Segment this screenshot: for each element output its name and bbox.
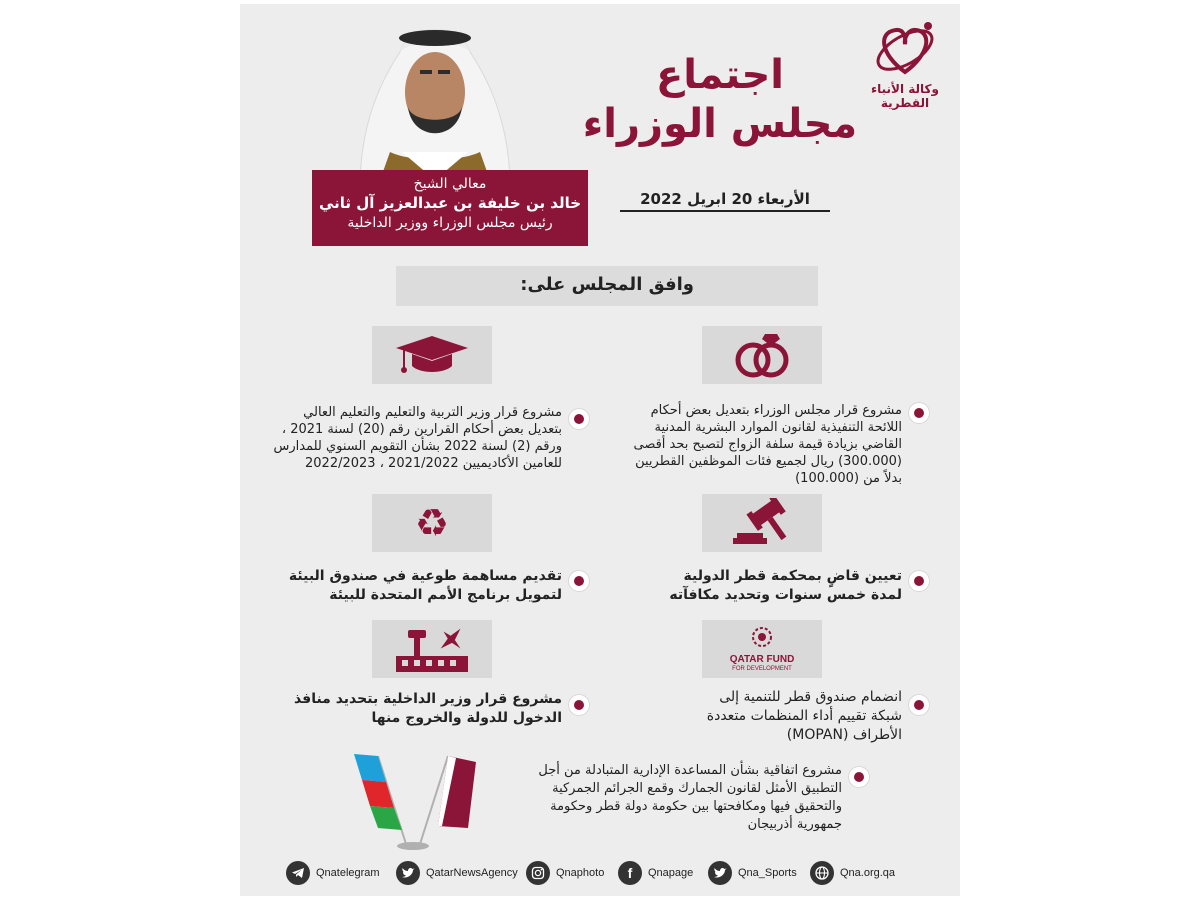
recycle-icon: ♻ <box>414 501 450 545</box>
qatar-fund-logo-box <box>702 620 822 678</box>
bullet-icon <box>568 694 590 716</box>
bullet-icon <box>908 402 930 424</box>
footer-website-label: Qna.org.qa <box>840 867 896 879</box>
airport-icon-box <box>372 620 492 678</box>
gavel-icon <box>727 498 797 548</box>
graduation-icon-box <box>372 326 492 384</box>
portrait-image <box>340 12 530 180</box>
title-line2: مجلس الوزراء <box>582 101 858 147</box>
qatar-fund-logo-title: QATAR FUND <box>729 654 795 665</box>
logo-text-line1: وكالة الأنباء <box>871 82 939 96</box>
telegram-icon <box>286 861 310 885</box>
footer-facebook[interactable] <box>618 860 693 886</box>
agreed-banner <box>396 266 818 306</box>
footer-twitter-main[interactable] <box>396 860 518 886</box>
item-azerbaijan-text: مشروع اتفاقية بشأن المساعدة الإدارية المتبادلة من أجل التطبيق الأمثل لقانون الجمارك وقمع الجرائم الجمركية والتحقيق فيها ومكافحتها بين حكومة دولة قطر وحكومة جمهورية أذربيجان <box>538 763 842 832</box>
recycle-icon-box <box>372 494 492 552</box>
item-border-text: مشروع قرار وزير الداخلية بتحديد منافذ الدخول للدولة والخروج منها <box>293 691 562 726</box>
rings-icon <box>727 330 797 380</box>
item-environment-text: تقديم مساهمة طوعية في صندوق البيئة لتمويل برنامج الأمم المتحدة للبيئة <box>288 568 562 603</box>
agreed-label: وافق المجلس على: <box>520 274 694 295</box>
item-qatar-fund-text: انضمام صندوق قطر للتنمية إلى شبكة تقييم أداء المنظمات متعددة الأطراف (MOPAN) <box>706 689 902 743</box>
footer-twitter-sports[interactable] <box>708 860 797 886</box>
footer-instagram[interactable] <box>526 860 604 886</box>
qatar-fund-logo-subtitle: FOR DEVELOPMENT <box>732 666 792 672</box>
item-education-text: مشروع قرار وزير التربية والتعليم والتعليم العالي بتعديل بعض أحكام القرارين رقم (20) لسنة 2021 ، ورقم (2) لسنة 2022 بشأن التقويم السنوي للمدارس للعامين الأكاديميين 2021/2022 ، 2022/2023 <box>273 405 562 471</box>
qna-logo-mark <box>860 14 950 82</box>
footer-facebook-label: Qnapage <box>648 867 694 879</box>
bullet-icon <box>908 570 930 592</box>
border-airport-icon <box>392 622 472 676</box>
qna-logo <box>860 14 950 114</box>
flags-icon <box>348 748 488 852</box>
person-honorific: معالي الشيخ <box>413 176 487 192</box>
instagram-icon <box>526 861 550 885</box>
footer-twitter-main-label: QatarNewsAgency <box>426 867 518 879</box>
infographic-card <box>240 4 960 896</box>
facebook-icon: f <box>618 861 642 885</box>
rings-icon-box <box>702 326 822 384</box>
qatar-fund-logo <box>730 625 795 673</box>
qatar-fund-emblem-icon <box>748 625 776 649</box>
bullet-icon <box>568 570 590 592</box>
meeting-date: الأربعاء 20 ابريل 2022 <box>620 190 830 212</box>
item-judge-text: تعيين قاضٍ بمحكمة قطر الدولية لمدة خمس سنوات وتحديد مكافآته <box>669 568 902 603</box>
footer-twitter-sports-label: Qna_Sports <box>738 867 797 879</box>
globe-icon <box>810 861 834 885</box>
footer-telegram-label: Qnatelegram <box>316 867 380 879</box>
page-title <box>570 52 870 150</box>
bullet-icon <box>848 766 870 788</box>
footer-website[interactable] <box>810 860 895 886</box>
footer-instagram-label: Qnaphoto <box>556 867 605 879</box>
twitter-icon <box>396 861 420 885</box>
bullet-icon <box>908 694 930 716</box>
twitter-icon <box>708 861 732 885</box>
logo-text-line2: القطرية <box>880 96 930 110</box>
graduation-cap-icon <box>392 332 472 378</box>
person-name-box <box>312 170 588 246</box>
person-role: رئيس مجلس الوزراء ووزير الداخلية <box>347 215 553 231</box>
title-line1: اجتماع <box>655 52 785 98</box>
item-rings-text: مشروع قرار مجلس الوزراء بتعديل بعض أحكام اللائحة التنفيذية لقانون الموارد البشرية المدنية القاضي بزيادة قيمة سلفة الزواج لتصبح بحد أقصى (300.000) ريال لجميع فئات الموظفين القطريين بدلاً من (100.000) <box>633 403 902 486</box>
gavel-icon-box <box>702 494 822 552</box>
bullet-icon <box>568 408 590 430</box>
footer-telegram[interactable] <box>286 860 380 886</box>
person-name: خالد بن خليفة بن عبدالعزيز آل ثاني <box>318 194 582 212</box>
